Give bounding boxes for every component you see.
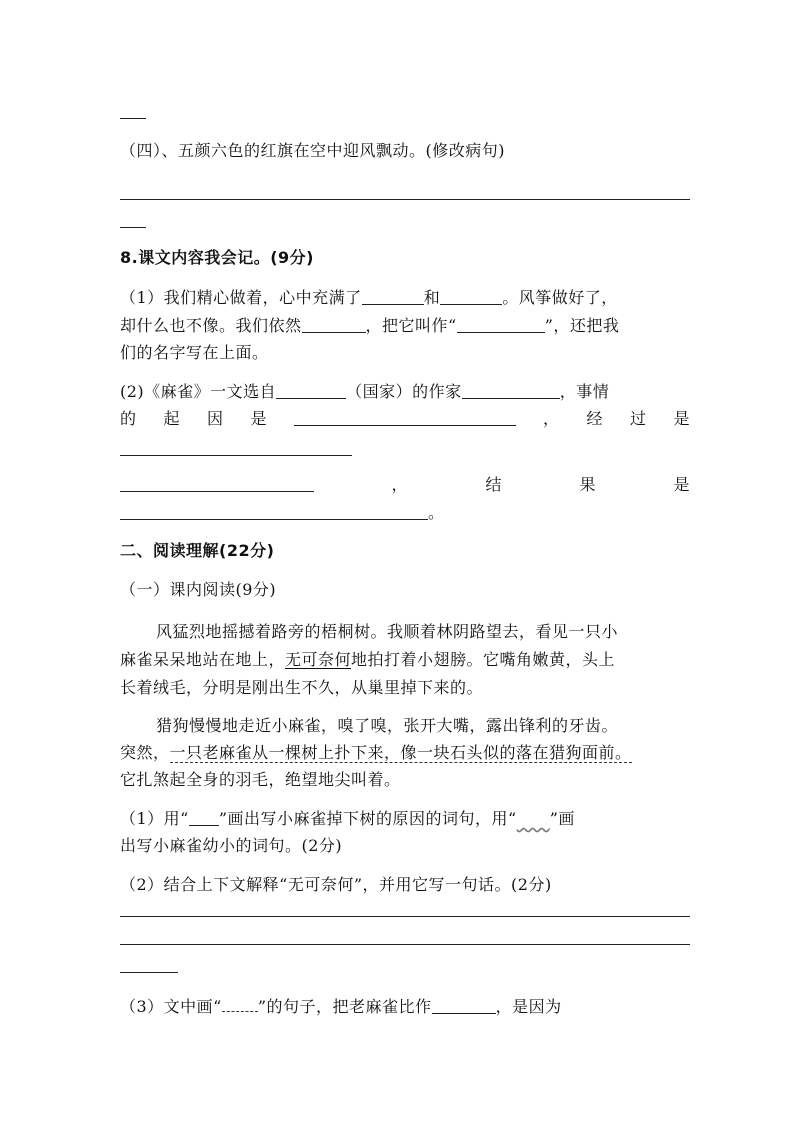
text: ，是因为 [495, 997, 562, 1016]
q1-line1 [120, 809, 690, 829]
fill-blank[interactable] [294, 409, 516, 426]
text: （3）文中画“ [120, 997, 222, 1016]
text: 麻雀呆呆地站在地上， [120, 650, 286, 669]
text: 。风筝做好了， [502, 288, 618, 307]
solid-underline-sample [189, 809, 219, 826]
dashed-underline-sample [222, 995, 258, 1012]
answer-line[interactable] [120, 118, 146, 119]
fill-blank[interactable] [440, 288, 502, 305]
section2-sub1: （一）课内阅读(9分) [120, 580, 277, 599]
text: 和 [423, 288, 441, 307]
section2-heading: 二、阅读理解(22分) [120, 541, 275, 560]
passage-p1-l3: 长着绒毛，分明是刚出生不久，从巢里掉下来的。 [120, 678, 484, 697]
q1-line2: 出写小麻雀幼小的词句。(2分) [120, 836, 343, 855]
answer-line[interactable] [120, 916, 690, 917]
fill-blank[interactable] [432, 997, 496, 1014]
q2-prompt: （2）结合上下文解释“无可奈何”，并用它写一句话。(2分) [120, 875, 552, 894]
text: ”的句子，把老麻雀比作 [257, 997, 432, 1016]
answer-line[interactable] [120, 972, 178, 973]
s8-item1-line1 [120, 288, 690, 308]
fill-blank[interactable] [120, 503, 428, 520]
text: ”画出写小麻雀掉下树的原因的词句，用“ [218, 809, 517, 828]
passage-p2-l2 [120, 743, 690, 763]
section8-heading: 8.课文内容我会记。(9分) [120, 248, 314, 267]
answer-line[interactable] [120, 199, 690, 200]
q4-modify-prompt: （四）、五颜六色的红旗在空中迎风飘动。(修改病句) [120, 141, 505, 160]
text: 果 [579, 475, 596, 494]
text: 地拍打着小翅膀。它嘴角嫩黄，头上 [351, 650, 616, 669]
fill-blank[interactable] [302, 316, 366, 333]
fill-blank[interactable] [120, 475, 314, 492]
fill-blank[interactable] [457, 316, 545, 333]
text: ”画 [549, 809, 575, 828]
text: 结 [485, 475, 502, 494]
text: 起 [163, 409, 181, 428]
q3-line1 [120, 995, 690, 1017]
passage-p2-l1: 猎狗慢慢地走近小麻雀，嗅了嗅，张开大嘴，露出锋利的牙齿。 [156, 716, 619, 735]
text: 因 [207, 409, 224, 428]
s8-item2-line5 [120, 503, 690, 523]
s8-item2-line2 [120, 409, 690, 429]
text: 过 [629, 409, 647, 428]
text: 。 [428, 503, 445, 522]
s8-item1-line3: 们的名字写在上面。 [120, 343, 269, 362]
text: 的 [120, 409, 137, 428]
s8-item2-line1 [120, 382, 690, 402]
text: 是 [250, 409, 268, 428]
underlined-phrase: 无可奈何 [285, 650, 352, 669]
text: 是 [673, 409, 690, 428]
text: ，事情 [559, 382, 610, 401]
text: ，把它叫作“ [365, 316, 457, 335]
passage-p2-l3: 它扎煞起全身的羽毛，绝望地尖叫着。 [120, 770, 401, 789]
fill-blank[interactable] [462, 382, 560, 399]
text: 却什么也不像。我们依然 [120, 316, 302, 335]
marked-sentence: 一只老麻雀从一棵树上扑下来，像一块石头似的落在猎狗面前。 [169, 743, 632, 762]
text: （1）我们精心做着，心中充满了 [120, 288, 362, 307]
fill-blank[interactable] [276, 382, 346, 399]
wavy-underline-sample [517, 809, 550, 828]
text: ， [391, 475, 408, 494]
fill-blank[interactable] [362, 288, 424, 305]
text: （1）用“ [120, 809, 189, 828]
text: (2)《麻雀》一文选自 [120, 382, 277, 401]
s8-item1-line2 [120, 316, 690, 336]
text: 经 [586, 409, 603, 428]
text: ”，还把我 [544, 316, 620, 335]
answer-line[interactable] [120, 227, 146, 228]
text: （国家）的作家 [346, 382, 462, 401]
passage-p1-l1: 风猛烈地摇撼着路旁的梧桐树。我顺着林阴路望去，看见一只小 [156, 622, 619, 641]
text: 是 [673, 475, 690, 494]
text: ， [542, 409, 560, 428]
s8-item2-line4 [120, 475, 690, 495]
passage-p1-l2 [120, 650, 690, 670]
answer-line[interactable] [120, 455, 352, 456]
answer-line[interactable] [120, 944, 690, 945]
text: 突然， [120, 743, 170, 762]
